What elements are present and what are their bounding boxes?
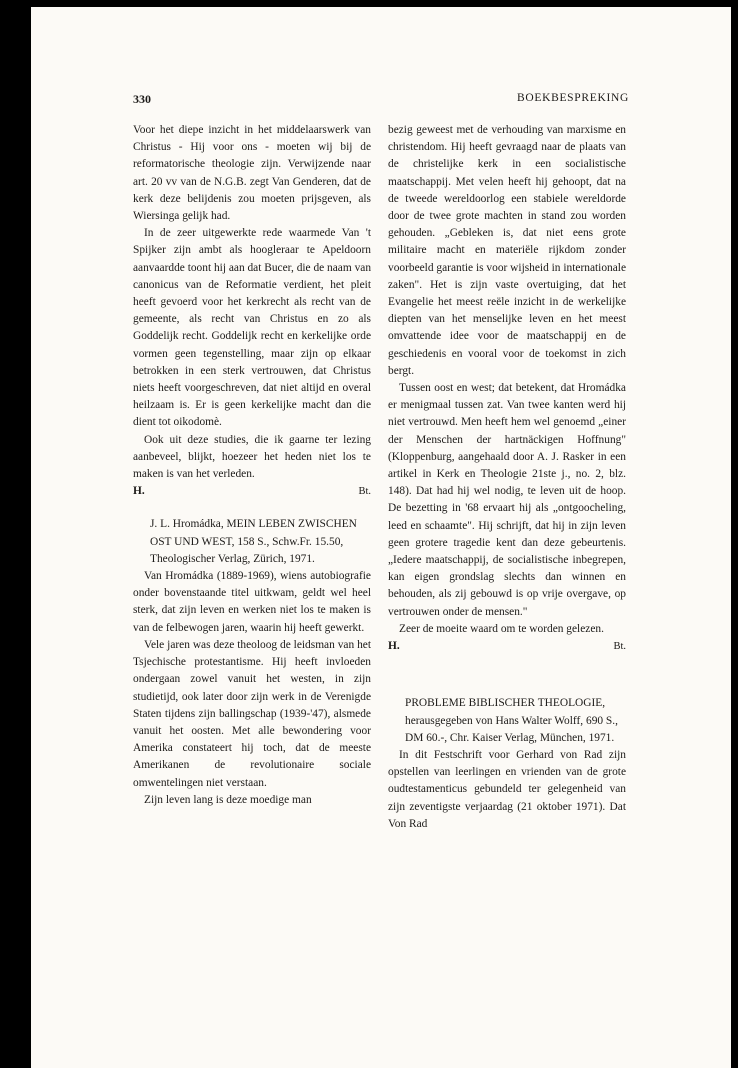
left-column	[133, 122, 371, 809]
book-reference	[150, 516, 371, 568]
paragraph: In de zeer uitgewerkte rede waarmede Van 't Spijker zijn ambt als hoogleraar te Apeldoorn aanvaardde toont hij aan dat Bucer, die de naam van canonicus van de Reformatie verdient, het pleit heeft gevoerd voor het kerkrecht als recht van de gemeente, als recht van Christus en zo als Goddelijk recht. Goddelijk recht en kerkelijke orde vormen geen tegenstelling, maar zijn op elkaar betrokken in een sterk vertrouwen, dat Christus niets heeft voorgeschreven, dat niet altijd en overal heilzaam is. Er is geen kerkelijke macht dan die dient tot oikodomè.	[133, 227, 372, 429]
scan-border-top	[0, 0, 738, 7]
signature-bt: Bt.	[613, 641, 626, 653]
paragraph: In dit Festschrift voor Gerhard von Rad zijn opstellen van leerlingen en vrienden van de grote oudtestamenticus gebundeld ter gelegenheid van zijn zeventigste verjaardag (21 oktober 1971). Dat Von Rad	[388, 748, 626, 830]
paragraph: Voor het diepe inzicht in het middelaarswerk van Christus - Hij voor ons - moeten wij bij de reformatorische theologie zijn. Verwijzende naar art. 20 vv van de N.G.B. zegt Van Genderen, dat de kerk deze belijdenis zou moeten prijsgeven, als Wiersinga gelijk had.	[133, 124, 371, 223]
book-reference	[405, 695, 626, 747]
paragraph: Tussen oost en west; dat betekent, dat Hromádka er menigmaal tussen zat. Van twee kanten werd hij niet vertrouwd. Men heeft hem wel genoemd „einer der Menschen der hartnäckigen Hoffnung" (Kloppenburg, aangehaald door A. J. Rasker in een artikel in Kerk en Theologie 21ste j., no. 2, blz. 148). Dat had hij wel nodig, te leven uit de hoop. De bezetting in '68 ervaart hij als „ontgoocheling, leed en schaamte". Hij schrijft, dat hij in zijn leven geen grotere tragedie kent dan deze gebeurtenis. „Iedere maatschappij, de socialistische inbegrepen, kan eigen grondslag slechts dan winnen en behouden, als zij gebouwd is op vrije overgave, op vertrouwen onder de mensen."	[388, 382, 626, 618]
paragraph: Ook uit deze studies, die ik gaarne ter lezing aanbeveel, blijkt, hoezeer het heden niet los te maken is van het verleden.	[133, 433, 371, 481]
paragraph: bezig geweest met de verhouding van marxisme en christendom. Hij heeft gevraagd naar de plaats van de christelijke kerk in een socialistische maatschappij. Met velen heeft hij gehoopt, dat na de tweede wereldoorlog een stabiele wereldorde door de twee grote machten in stand zou worden gehouden. „Gebleken is, dat niet eens grote militaire macht en materiële rijkdom zonder voorbeeld garantie is voor wijsheid in internationale zaken". Het is zijn vaste overtuiging, dat het Evangelie het meest reële inzicht in de werkelijke diepten van het menselijke leven en het meest omvattende idee voor de maatschappij en de geschiedenis en vooral voor de toekomst in zich bergt.	[388, 124, 626, 377]
book-reference-text: PROBLEME BIBLISCHER THEOLOGIE, herausgegeben von Hans Walter Wolff, 690 S., DM 60.-, Chr. Kaiser Verlag, München, 1971.	[405, 697, 618, 744]
running-head: BOEKBESPREKING	[516, 92, 629, 104]
paragraph: Zijn leven lang is deze moedige man	[144, 793, 312, 806]
paragraph: Van Hromádka (1889-1969), wiens autobiografie onder bovenstaande titel uitkwam, geldt wel heel sterk, dat zijn leven en werken niet los te maken is van de felbewogen jaren, waarin hij heeft gewerkt.	[133, 570, 371, 634]
right-column	[388, 122, 626, 833]
scan-border-left	[0, 0, 31, 1068]
review-signature	[133, 483, 371, 500]
page-number: 330	[133, 92, 151, 106]
review-signature	[388, 638, 626, 655]
page-header	[133, 92, 629, 110]
signature-bt: Bt.	[358, 486, 371, 498]
scan-border-right	[731, 0, 738, 1068]
paragraph: Vele jaren was deze theoloog de leidsman van het Tsjechische protestantisme. Hij heeft invloeden ondergaan zowel vanuit het westen, in zijn studietijd, ook later door zijn werk in de Verenigde Staten tijdens zijn ballingschap (1939-'47), alsmede vanuit het oosten. Met alle bewondering voor Amerika constateert hij toch, dat de meeste Amerikanen de revolutionaire sociale omwentelingen niet verstaan.	[133, 638, 371, 789]
signature-initial: H.	[388, 640, 400, 653]
paragraph: Zeer de moeite waard om te worden gelezen.	[399, 622, 604, 635]
signature-initial: H.	[133, 485, 145, 498]
book-reference-text: J. L. Hromádka, MEIN LEBEN ZWISCHEN OST UND WEST, 158 S., Schw.Fr. 15.50, Theologischer Verlag, Zürich, 1971.	[150, 518, 357, 565]
